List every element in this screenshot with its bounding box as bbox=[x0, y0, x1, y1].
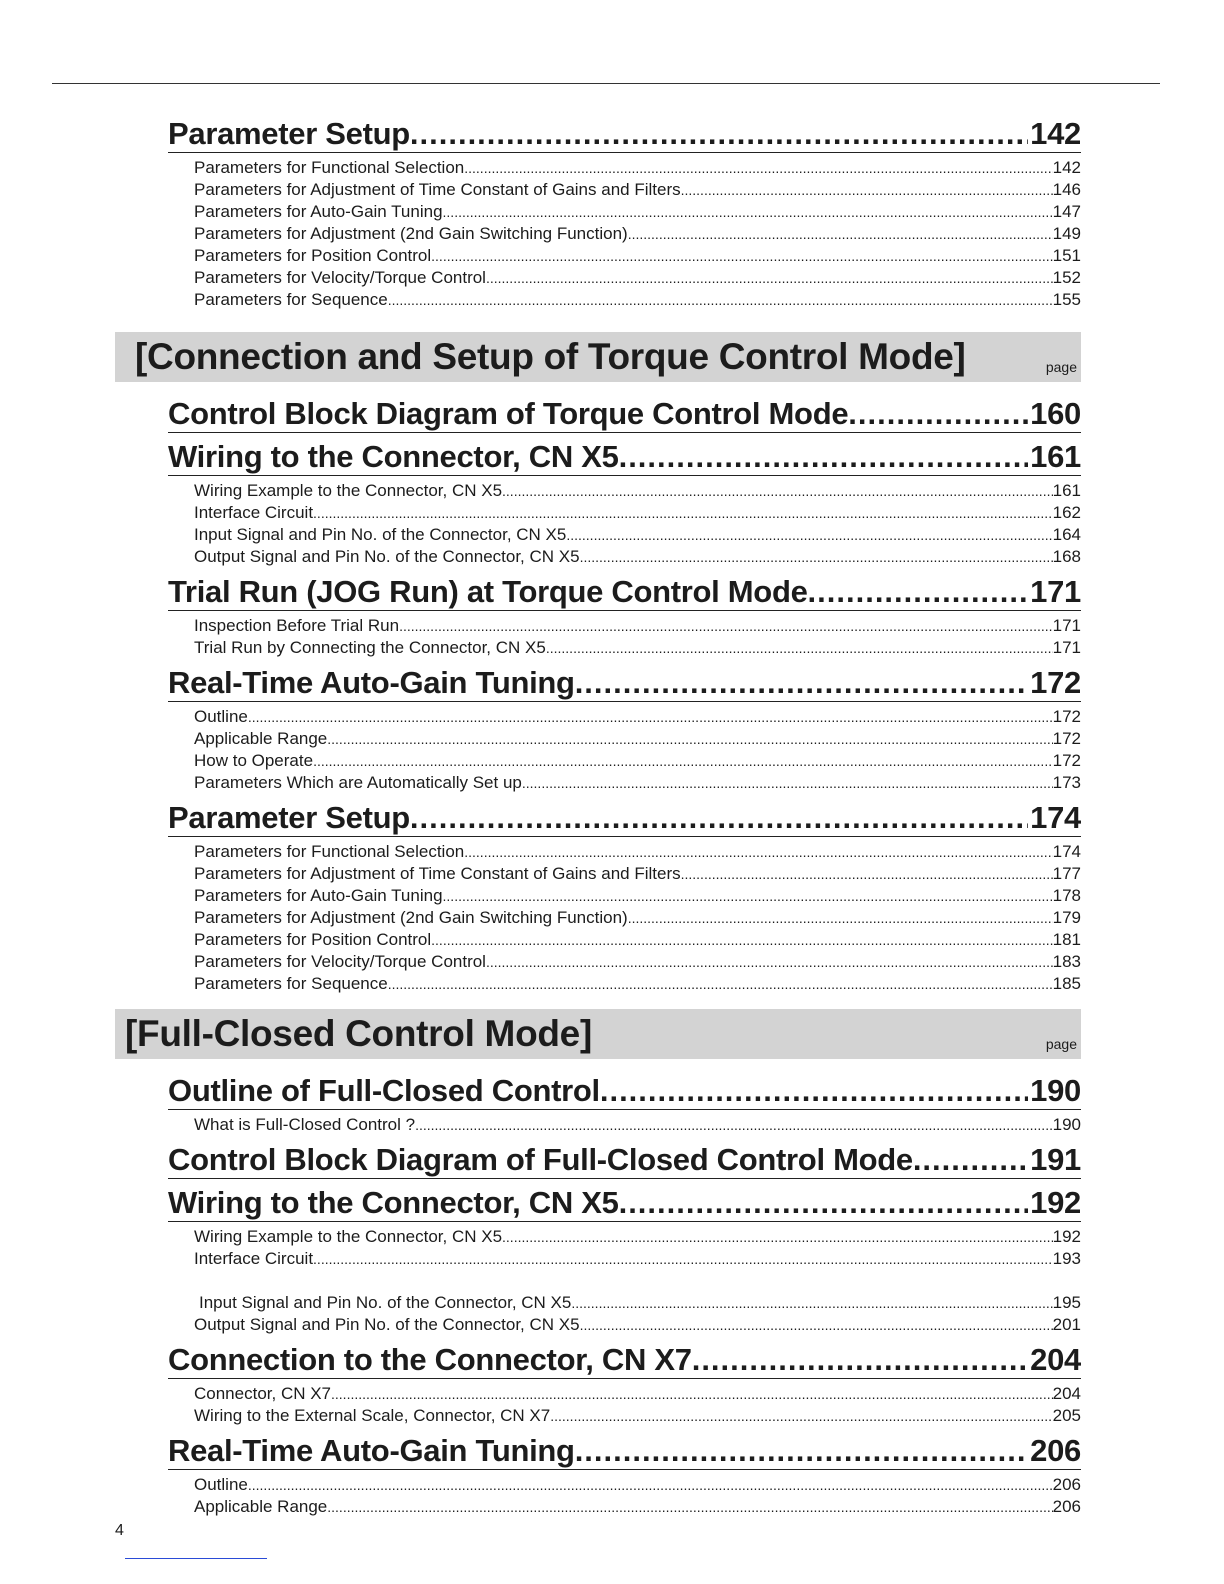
chapter-torque-control bbox=[115, 332, 1081, 995]
toc-entry[interactable]: Outline ..... 172 bbox=[194, 706, 1081, 728]
toc-entry[interactable]: Parameters for Functional Selection ..... 174 bbox=[194, 841, 1081, 863]
chapter-title: [Connection and Setup of Torque Control Mode] bbox=[135, 336, 966, 377]
toc-entry[interactable]: Interface Circuit ..... 162 bbox=[194, 502, 1081, 524]
toc-entry[interactable]: Wiring to the External Scale, Connector, CN X7 ..... 205 bbox=[194, 1405, 1081, 1427]
chapter-banner bbox=[115, 332, 1081, 382]
toc-entry[interactable]: Applicable Range ..... 206 bbox=[194, 1496, 1081, 1518]
toc-entry[interactable]: What is Full-Closed Control ? ..... 190 bbox=[194, 1114, 1081, 1136]
toc-entry[interactable]: Parameters for Adjustment of Time Constant of Gains and Filters ..... 177 bbox=[194, 863, 1081, 885]
toc-heading[interactable]: Parameter Setup ..... 142 bbox=[168, 110, 1081, 153]
page-number: 4 bbox=[115, 1522, 124, 1539]
chapter-full-closed-control bbox=[115, 1009, 1081, 1518]
toc-heading[interactable]: Trial Run (JOG Run) at Torque Control Mode ..... 171 bbox=[168, 568, 1081, 611]
toc-entry[interactable]: Output Signal and Pin No. of the Connector, CN X5 ..... 201 bbox=[194, 1314, 1081, 1336]
toc-entry[interactable]: Trial Run by Connecting the Connector, CN X5 ..... 171 bbox=[194, 637, 1081, 659]
toc-entry[interactable]: Input Signal and Pin No. of the Connector, CN X5 ..... 164 bbox=[194, 524, 1081, 546]
toc-entry[interactable]: Parameters for Position Control ..... 151 bbox=[194, 245, 1081, 267]
toc-heading[interactable]: Wiring to the Connector, CN X5 ..... 192 bbox=[168, 1179, 1081, 1222]
toc-entry[interactable]: Output Signal and Pin No. of the Connector, CN X5 ..... 168 bbox=[194, 546, 1081, 568]
toc-heading[interactable]: Connection to the Connector, CN X7 ..... 204 bbox=[168, 1336, 1081, 1379]
toc-heading[interactable]: Control Block Diagram of Torque Control Mode ..... 160 bbox=[168, 390, 1081, 433]
toc-entry[interactable]: Wiring Example to the Connector, CN X5 ..... 192 bbox=[194, 1226, 1081, 1248]
toc-entry[interactable]: Parameters for Auto-Gain Tuning ..... 178 bbox=[194, 885, 1081, 907]
toc-entry[interactable]: Parameters for Position Control ..... 181 bbox=[194, 929, 1081, 951]
chapter-banner bbox=[115, 1009, 1081, 1059]
toc-entry[interactable]: Parameters for Sequence ..... 185 bbox=[194, 973, 1081, 995]
toc-heading[interactable]: Wiring to the Connector, CN X5 ..... 161 bbox=[168, 433, 1081, 476]
toc-entry[interactable]: Wiring Example to the Connector, CN X5 ..... 161 bbox=[194, 480, 1081, 502]
chapter-title: [Full-Closed Control Mode] bbox=[125, 1013, 592, 1054]
toc-entry[interactable]: Connector, CN X7 ..... 204 bbox=[194, 1383, 1081, 1405]
toc-entry[interactable]: Interface Circuit ..... 193 bbox=[194, 1248, 1081, 1270]
toc-entry[interactable]: Parameters for Adjustment (2nd Gain Switching Function) ..... 179 bbox=[194, 907, 1081, 929]
toc-entry[interactable]: Parameters for Auto-Gain Tuning ..... 147 bbox=[194, 201, 1081, 223]
toc-entry[interactable]: Input Signal and Pin No. of the Connector, CN X5 ..... 195 bbox=[194, 1292, 1081, 1314]
page-column-label: page bbox=[1045, 359, 1077, 375]
toc-heading[interactable]: Outline of Full-Closed Control ..... 190 bbox=[168, 1067, 1081, 1110]
toc-entry[interactable]: Parameters for Sequence ..... 155 bbox=[194, 289, 1081, 311]
page-column-label: page bbox=[1045, 1036, 1077, 1052]
toc-entry[interactable]: Parameters for Functional Selection ..... 142 bbox=[194, 157, 1081, 179]
toc-entry[interactable]: Applicable Range ..... 172 bbox=[194, 728, 1081, 750]
toc-heading[interactable]: Control Block Diagram of Full-Closed Control Mode ..... 191 bbox=[168, 1136, 1081, 1179]
toc-block-parameter-setup bbox=[115, 110, 1081, 311]
toc-entry[interactable]: How to Operate ..... 172 bbox=[194, 750, 1081, 772]
toc-entry[interactable]: Outline ..... 206 bbox=[194, 1474, 1081, 1496]
top-rule bbox=[52, 83, 1160, 84]
toc-entry[interactable]: Parameters for Adjustment of Time Constant of Gains and Filters ..... 146 bbox=[194, 179, 1081, 201]
toc-heading[interactable]: Parameter Setup ..... 174 bbox=[168, 794, 1081, 837]
toc-entry[interactable]: Parameters for Velocity/Torque Control ..... 183 bbox=[194, 951, 1081, 973]
toc-entry[interactable]: Parameters for Adjustment (2nd Gain Switching Function) ..... 149 bbox=[194, 223, 1081, 245]
toc-entry[interactable]: Inspection Before Trial Run ..... 171 bbox=[194, 615, 1081, 637]
toc-heading[interactable]: Real-Time Auto-Gain Tuning ..... 172 bbox=[168, 659, 1081, 702]
spacer bbox=[115, 1270, 1081, 1292]
toc-entry[interactable]: Parameters Which are Automatically Set up ..... 173 bbox=[194, 772, 1081, 794]
bottom-link-underline[interactable] bbox=[125, 1558, 267, 1559]
toc-entry[interactable]: Parameters for Velocity/Torque Control ..... 152 bbox=[194, 267, 1081, 289]
toc-heading[interactable]: Real-Time Auto-Gain Tuning ..... 206 bbox=[168, 1427, 1081, 1470]
